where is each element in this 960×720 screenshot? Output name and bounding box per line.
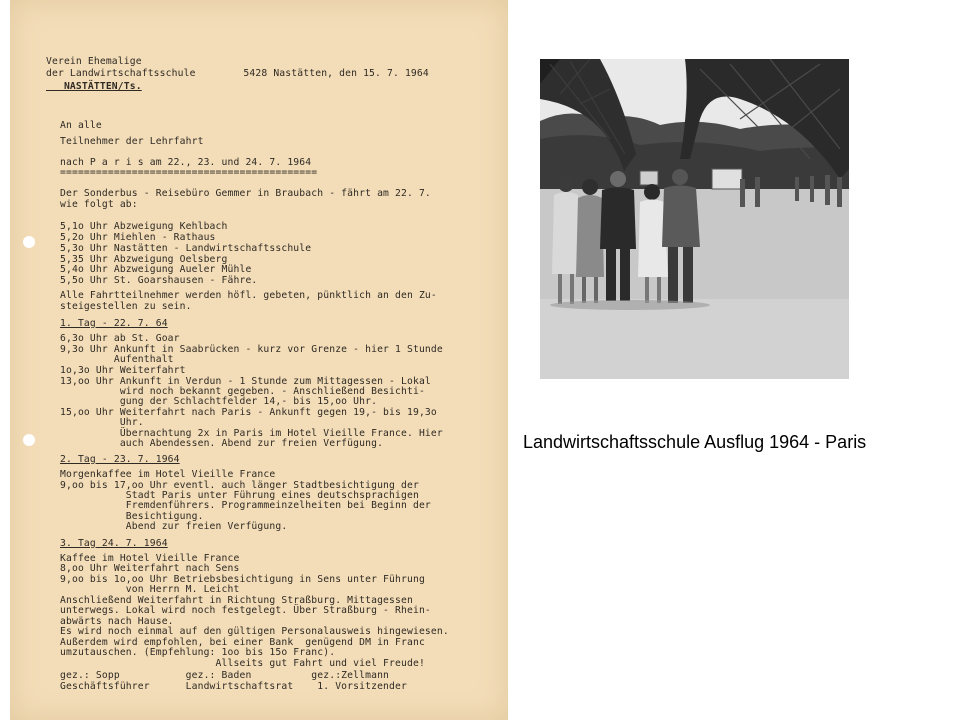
letter-line-rule: =========================================== bbox=[60, 167, 318, 178]
letter-line: gung der Schlachtfelder 14,- bis 15,oo Uhr. bbox=[60, 396, 378, 407]
group-photo-eiffel-tower bbox=[540, 59, 849, 379]
letter-line: Morgenkaffee im Hotel Vieille France bbox=[60, 469, 276, 480]
letter-line: unterwegs. Lokal wird noch festgelegt. Über Straßburg - Rhein- bbox=[60, 605, 431, 616]
photo-illustration bbox=[540, 59, 849, 379]
letter-line: Teilnehmer der Lehrfahrt bbox=[60, 136, 204, 147]
letter-line: Fremdenführers. Programmeinzelheiten bei Beginn der bbox=[60, 500, 431, 511]
letter-line: Übernachtung 2x in Paris im Hotel Vieille France. Hier bbox=[60, 428, 443, 439]
letter-line: 9,oo bis 1o,oo Uhr Betriebsbesichtigung in Sens unter Führung bbox=[60, 574, 425, 585]
letter-line-signature-titles: Geschäftsführer Landwirtschaftsrat 1. Vorsitzender bbox=[60, 681, 407, 692]
letter-line: Alle Fahrtteilnehmer werden höfl. gebeten, pünktlich an den Zu- bbox=[60, 290, 437, 301]
typed-letter-scan bbox=[10, 0, 508, 720]
letter-line: 15,oo Uhr Weiterfahrt nach Paris - Ankunft gegen 19,- bis 19,3o bbox=[60, 407, 437, 418]
photo-caption: Landwirtschaftsschule Ausflug 1964 - Paris bbox=[523, 432, 867, 452]
letter-line: 13,oo Uhr Ankunft in Verdun - 1 Stunde zum Mittagessen - Lokal bbox=[60, 376, 431, 387]
letter-line: 1o,3o Uhr Weiterfahrt bbox=[60, 365, 186, 376]
letter-line: von Herrn M. Leicht bbox=[60, 584, 240, 595]
letter-line-closing: Allseits gut Fahrt und viel Freude! bbox=[60, 658, 425, 669]
letter-line: Aufenthalt bbox=[60, 354, 174, 365]
letter-line-day3-heading: 3. Tag 24. 7. 1964 bbox=[60, 538, 168, 549]
letter-line-town: NASTÄTTEN/Ts. bbox=[46, 81, 142, 92]
letter-line: wird noch bekannt gegeben. - Anschließend Besichti- bbox=[60, 386, 425, 397]
letter-line-day2-heading: 2. Tag - 23. 7. 1964 bbox=[60, 454, 180, 465]
letter-line: steigestellen zu sein. bbox=[60, 301, 192, 312]
letter-line: Abend zur freien Verfügung. bbox=[60, 521, 288, 532]
letter-line: Außerdem wird empfohlen, bei einer Bank genügend DM in Franc bbox=[60, 637, 425, 648]
letter-line: Stadt Paris unter Führung eines deutschsprachigen bbox=[60, 490, 419, 501]
letter-line: abwärts nach Hause. bbox=[60, 616, 174, 627]
letter-line-stop: 5,4o Uhr Abzweigung Aueler Mühle bbox=[60, 264, 252, 275]
letter-line: auch Abendessen. Abend zur freien Verfügung. bbox=[60, 438, 384, 449]
letter-line-sender: Verein Ehemalige bbox=[46, 56, 142, 67]
punch-hole bbox=[23, 434, 35, 446]
letter-line-stop: 5,2o Uhr Miehlen - Rathaus bbox=[60, 232, 216, 243]
letter-line: 9,oo bis 17,oo Uhr eventl. auch länger Stadtbesichtigung der bbox=[60, 480, 419, 491]
letter-line-sender-date: der Landwirtschaftsschule 5428 Nastätten, den 15. 7. 1964 bbox=[46, 68, 429, 79]
letter-line: 6,3o Uhr ab St. Goar bbox=[60, 333, 180, 344]
letter-line: 8,oo Uhr Weiterfahrt nach Sens bbox=[60, 563, 240, 574]
letter-line-stop: 5,5o Uhr St. Goarshausen - Fähre. bbox=[60, 275, 258, 286]
letter-line-signatures: gez.: Sopp gez.: Baden gez.:Zellmann bbox=[60, 670, 390, 681]
letter-line-stop: 5,35 Uhr Abzweigung Oelsberg bbox=[60, 254, 228, 265]
letter-line-day1-heading: 1. Tag - 22. 7. 64 bbox=[60, 318, 168, 329]
letter-line-stop: 5,3o Uhr Nastätten - Landwirtschaftsschule bbox=[60, 243, 312, 254]
letter-line-stop: 5,1o Uhr Abzweigung Kehlbach bbox=[60, 221, 228, 232]
letter-line: 9,3o Uhr Ankunft in Saabrücken - kurz vor Grenze - hier 1 Stunde bbox=[60, 344, 443, 355]
letter-line: An alle bbox=[60, 120, 102, 131]
letter-line: wie folgt ab: bbox=[60, 199, 138, 210]
letter-line: umzutauschen. (Empfehlung: 1oo bis 15o Franc). bbox=[60, 647, 336, 658]
letter-line-subject: nach P a r i s am 22., 23. und 24. 7. 1964 bbox=[60, 157, 312, 168]
punch-hole bbox=[23, 236, 35, 248]
letter-line: Kaffee im Hotel Vieille France bbox=[60, 553, 240, 564]
letter-line: Anschließend Weiterfahrt in Richtung Straßburg. Mittagessen bbox=[60, 595, 413, 606]
letter-line: Besichtigung. bbox=[60, 511, 204, 522]
letter-line: Uhr. bbox=[60, 417, 144, 428]
letter-line: Der Sonderbus - Reisebüro Gemmer in Braubach - fährt am 22. 7. bbox=[60, 188, 431, 199]
letter-line: Es wird noch einmal auf den gültigen Personalausweis hingewiesen. bbox=[60, 626, 449, 637]
